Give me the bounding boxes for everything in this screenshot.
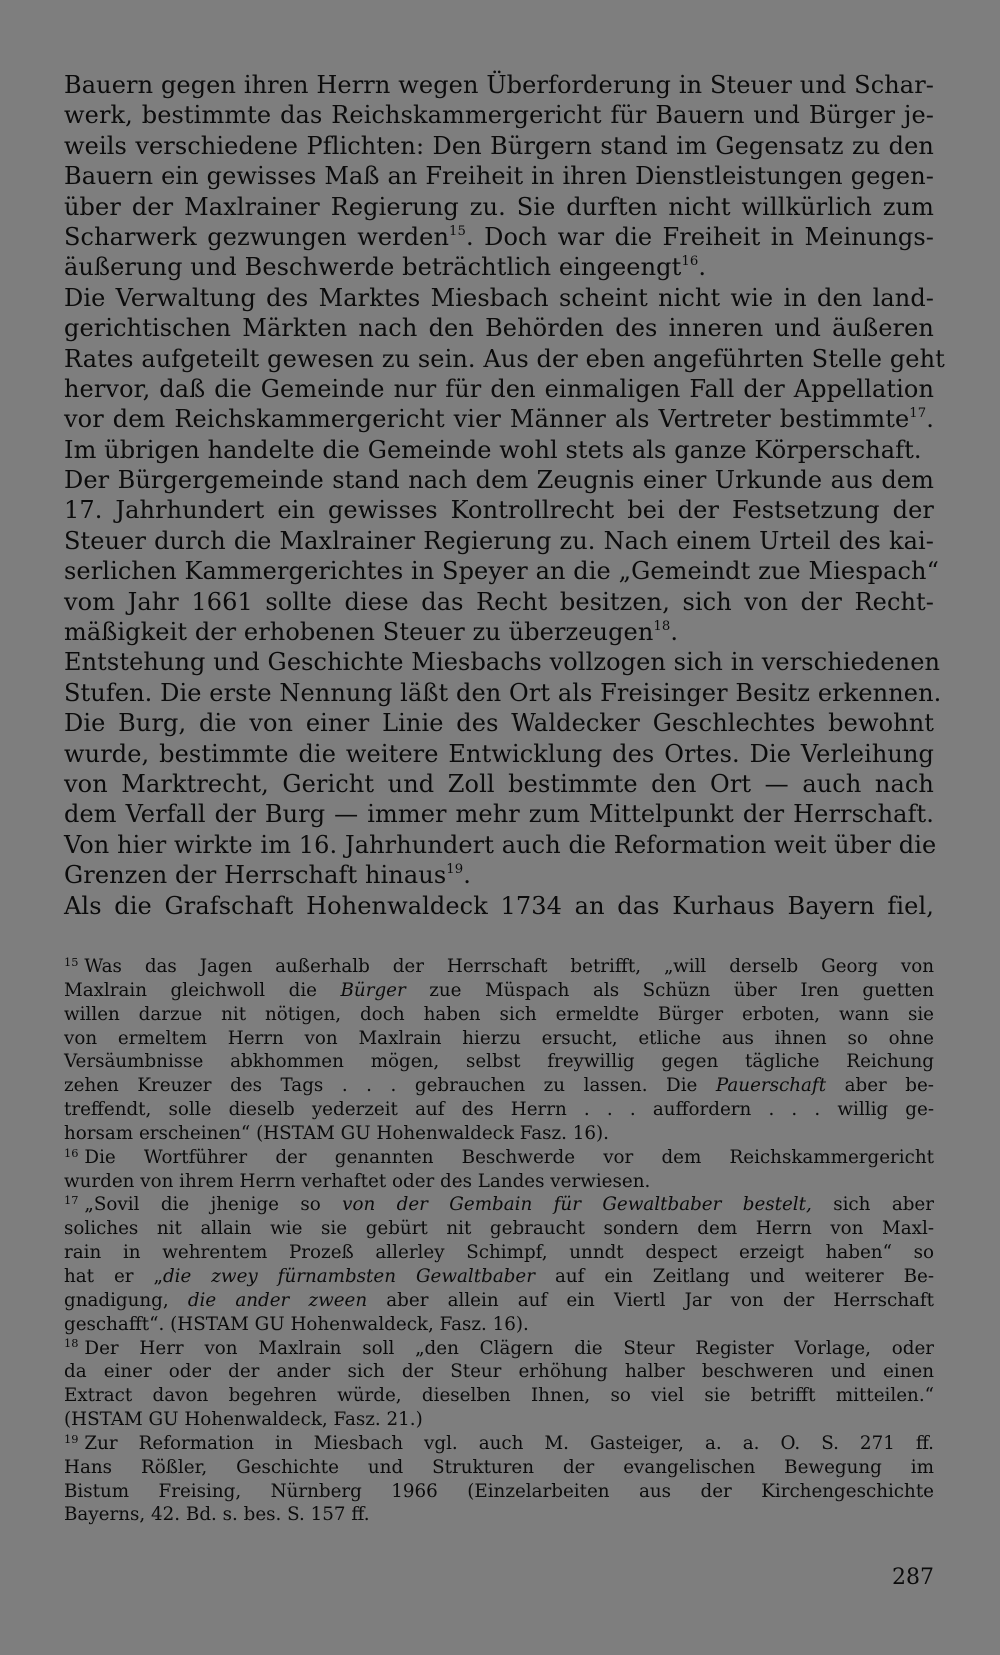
line-text: (HSTAM GU Hohenwaldeck, Fasz. 21.) <box>64 1409 423 1431</box>
body-line <box>64 647 941 677</box>
line-text: werk, bestimmte das Reichskammergericht für Bauern und Bürger je- <box>64 101 934 130</box>
line-text-continuation: . <box>698 253 707 282</box>
line-text: Von hier wirkte im 16. Jahrhundert auch die Reformation weit über die <box>64 830 937 859</box>
footnote-line <box>64 1360 934 1384</box>
line-text: über der Maxlrainer Regierung zu. Sie durften nicht willkürlich zum <box>64 192 934 221</box>
footnote-line <box>64 979 934 1003</box>
body-line <box>64 161 934 191</box>
body-line <box>64 222 934 252</box>
footnote-line <box>64 1503 934 1527</box>
line-text: Im übrigen handelte die Gemeinde wohl stets als ganze Körperschaft. <box>64 435 922 464</box>
footnote-line <box>64 1217 934 1241</box>
line-text: Bauern ein gewisses Maß an Freiheit in ihren Dienstleistungen gegen- <box>64 162 934 191</box>
line-text: da einer oder der ander sich der Steur erhöhung halber beschweren und einen <box>64 1361 934 1383</box>
line-text: 17. Jahrhundert ein gewisses Kontrollrecht bei der Festsetzung der <box>64 496 934 525</box>
footnote-reference: 16 <box>681 254 699 270</box>
line-text: serlichen Kammergerichtes in Speyer an die „Gemeindt zue Miespach“ <box>64 557 939 586</box>
line-text-continuation: aber allein auf ein Viertl Jar von der Herrschaft <box>367 1289 934 1311</box>
footnote-line <box>64 1193 934 1217</box>
footnote-line <box>64 1408 934 1432</box>
italic-text: von der Gembain für Gewaltbaber bestelt, <box>342 1194 812 1216</box>
line-text: gnadigung, <box>64 1289 188 1311</box>
line-text: willen darzue nit nötigen, doch haben sich ermeldte Bürger erboten, wann sie <box>64 1003 934 1025</box>
line-text: von ermeltem Herrn von Maxlrain hierzu ersucht, etliche aus ihnen so ohne <box>64 1027 934 1049</box>
line-text: wurde, bestimmte die weitere Entwicklung des Ortes. Die Verleihung <box>64 739 934 768</box>
page-number: 287 <box>892 1565 934 1590</box>
body-line <box>64 435 934 465</box>
footnote-reference: 19 <box>446 862 464 878</box>
body-line <box>64 313 934 343</box>
body-line <box>64 70 934 100</box>
footnote-line <box>64 1265 934 1289</box>
line-text: gerichtischen Märkten nach den Behörden des inneren und äußeren <box>64 314 934 343</box>
line-text: „Sovil die jhenige so <box>84 1194 343 1216</box>
footnote-line <box>64 1122 934 1146</box>
line-text: vom Jahr 1661 sollte diese das Recht besitzen, sich von der Recht- <box>64 587 934 616</box>
line-text-continuation: auf ein Zeitlang und weiterer Be- <box>534 1265 935 1287</box>
body-line <box>64 465 934 495</box>
body-line <box>64 830 937 860</box>
footnote-line <box>64 1384 934 1408</box>
line-text-continuation: . <box>670 618 679 647</box>
body-line <box>64 283 934 313</box>
line-text: Bayerns, 42. Bd. s. bes. S. 157 ff. <box>64 1504 370 1526</box>
line-text: dem Verfall der Burg — immer mehr zum Mittelpunkt der Herrschaft. <box>64 800 934 829</box>
footnote-reference: 17 <box>909 406 927 422</box>
line-text: Entstehung und Geschichte Miesbachs vollzogen sich in verschiedenen <box>64 648 941 677</box>
line-text: hat er „ <box>64 1265 163 1287</box>
footnote-number: 17 <box>64 1193 79 1208</box>
line-text: Versäumbnisse abkhommen mögen, selbst freywillig gegen tägliche Reichung <box>64 1051 934 1073</box>
line-text-continuation: . Doch war die Freiheit in Meinungs- <box>466 222 934 251</box>
footnote-line <box>64 1337 934 1361</box>
line-text: soliches nit allain wie sie gebürt nit gebraucht sondern dem Herrn von Maxl- <box>64 1218 934 1240</box>
italic-text: die zwey fürnambsten Gewaltbaber <box>162 1265 535 1287</box>
footnote-line <box>64 1003 934 1027</box>
footnote-line <box>64 1456 934 1480</box>
body-line <box>64 891 934 921</box>
line-text: Der Bürgergemeinde stand nach dem Zeugnis einer Urkunde aus dem <box>64 466 934 495</box>
body-line <box>64 617 934 647</box>
line-text: Die Burg, die von einer Linie des Waldecker Geschlechtes bewohnt <box>64 709 934 738</box>
line-text: wurden von ihrem Herrn verhaftet oder des Landes verwiesen. <box>64 1170 651 1192</box>
line-text: Hans Rößler, Geschichte und Strukturen der evangelischen Bewegung im <box>64 1456 934 1478</box>
body-text <box>64 70 945 921</box>
line-text-continuation: zue Müspach als Schüzn über Iren guetten <box>405 979 934 1001</box>
body-line <box>64 192 934 222</box>
footnote-line <box>64 1074 934 1098</box>
body-line <box>64 252 934 282</box>
footnote-line <box>64 1241 934 1265</box>
line-text-continuation: sich aber <box>811 1194 934 1216</box>
line-text: Scharwerk gezwungen werden <box>64 222 450 251</box>
body-line <box>64 678 942 708</box>
line-text: Als die Grafschaft Hohenwaldeck 1734 an das Kurhaus Bayern fiel, <box>64 891 934 920</box>
line-text: äußerung und Beschwerde beträchtlich eingeengt <box>64 253 682 282</box>
line-text: Bauern gegen ihren Herrn wegen Überforderung in Steuer und Schar- <box>64 71 934 99</box>
footnote-line <box>64 1098 934 1122</box>
footnote-number: 16 <box>64 1145 79 1160</box>
line-text: treffendt, solle dieselb yederzeit auf des Herrn . . . auffordern . . . willig ge- <box>64 1099 934 1121</box>
body-line <box>64 404 934 434</box>
body-line <box>64 556 939 586</box>
line-text: Extract davon begehren würde, dieselben Ihnen, so viel sie betrifft mitteilen.“ <box>64 1385 934 1407</box>
line-text: Zur Reformation in Miesbach vgl. auch M. Gasteiger, a. a. O. S. 271 ff. <box>84 1432 934 1454</box>
line-text: zehen Kreuzer des Tags . . . gebrauchen zu lassen. Die <box>64 1075 716 1097</box>
body-line <box>64 100 934 130</box>
line-text: Was das Jagen außerhalb der Herrschaft betrifft, „will derselb Georg von <box>84 956 934 977</box>
body-line <box>64 587 934 617</box>
body-line <box>64 526 934 556</box>
body-line <box>64 344 945 374</box>
line-text: Stufen. Die erste Nennung läßt den Ort als Freisinger Besitz erkennen. <box>64 678 942 707</box>
body-line <box>64 708 934 738</box>
footnote-reference: 18 <box>653 619 671 635</box>
footnote-line <box>64 1170 934 1194</box>
footnote-reference: 15 <box>449 224 467 240</box>
line-text: rain in wehrentem Prozeß allerley Schimpf, unndt despect erzeigt haben“ so <box>64 1242 934 1264</box>
line-text-continuation: . <box>926 405 934 434</box>
footnote-number: 19 <box>64 1431 79 1446</box>
footnote-line <box>64 1027 934 1051</box>
italic-text: Pauerschaft <box>715 1075 827 1097</box>
body-line <box>64 495 934 525</box>
body-line <box>64 860 934 890</box>
body-line <box>64 799 934 829</box>
line-text: geschafft“. (HSTAM GU Hohenwaldeck, Fasz. 16). <box>64 1313 529 1335</box>
footnote-line <box>64 1432 934 1456</box>
line-text: von Marktrecht, Gericht und Zoll bestimmte den Ort — auch nach <box>64 769 934 798</box>
footnote-line <box>64 1480 934 1504</box>
body-line <box>64 131 934 161</box>
line-text: Die Verwaltung des Marktes Miesbach scheint nicht wie in den land- <box>64 283 934 312</box>
line-text: mäßigkeit der erhobenen Steuer zu überzeugen <box>64 618 654 647</box>
body-line <box>64 374 934 404</box>
italic-text: Bürger <box>340 979 406 1001</box>
footnote-line <box>64 1050 934 1074</box>
line-text: Maxlrain gleichwoll die <box>64 979 341 1001</box>
footnotes <box>64 955 934 1527</box>
line-text: vor dem Reichskammergericht vier Männer als Vertreter bestimmte <box>64 405 910 434</box>
line-text: Bistum Freising, Nürnberg 1966 (Einzelarbeiten aus der Kirchengeschichte <box>64 1480 934 1502</box>
line-text: Steuer durch die Maxlrainer Regierung zu. Nach einem Urteil des kai- <box>64 526 934 555</box>
line-text-continuation: aber be- <box>826 1075 934 1097</box>
footnote-line <box>64 1313 934 1337</box>
line-text-continuation: . <box>463 861 471 890</box>
line-text: Der Herr von Maxlrain soll „den Clägern die Steur Register Vorlage, oder <box>84 1337 934 1359</box>
line-text: hervor, daß die Gemeinde nur für den einmaligen Fall der Appellation <box>64 374 934 403</box>
footnote-line <box>64 955 934 979</box>
line-text: weils verschiedene Pflichten: Den Bürgern stand im Gegensatz zu den <box>64 131 934 160</box>
line-text: horsam erscheinen“ (HSTAM GU Hohenwaldeck Fasz. 16). <box>64 1122 609 1144</box>
line-text: Grenzen der Herrschaft hinaus <box>64 861 447 890</box>
line-text: Rates aufgeteilt gewesen zu sein. Aus der eben angeführten Stelle geht <box>64 344 945 373</box>
body-line <box>64 769 934 799</box>
footnote-line <box>64 1146 934 1170</box>
footnote-number: 18 <box>64 1336 79 1351</box>
line-text: Die Wortführer der genannten Beschwerde vor dem Reichskammergericht <box>84 1146 934 1168</box>
body-line <box>64 739 934 769</box>
footnote-number: 15 <box>64 954 79 969</box>
footnote-line <box>64 1289 934 1313</box>
italic-text: die ander zween <box>187 1289 368 1311</box>
